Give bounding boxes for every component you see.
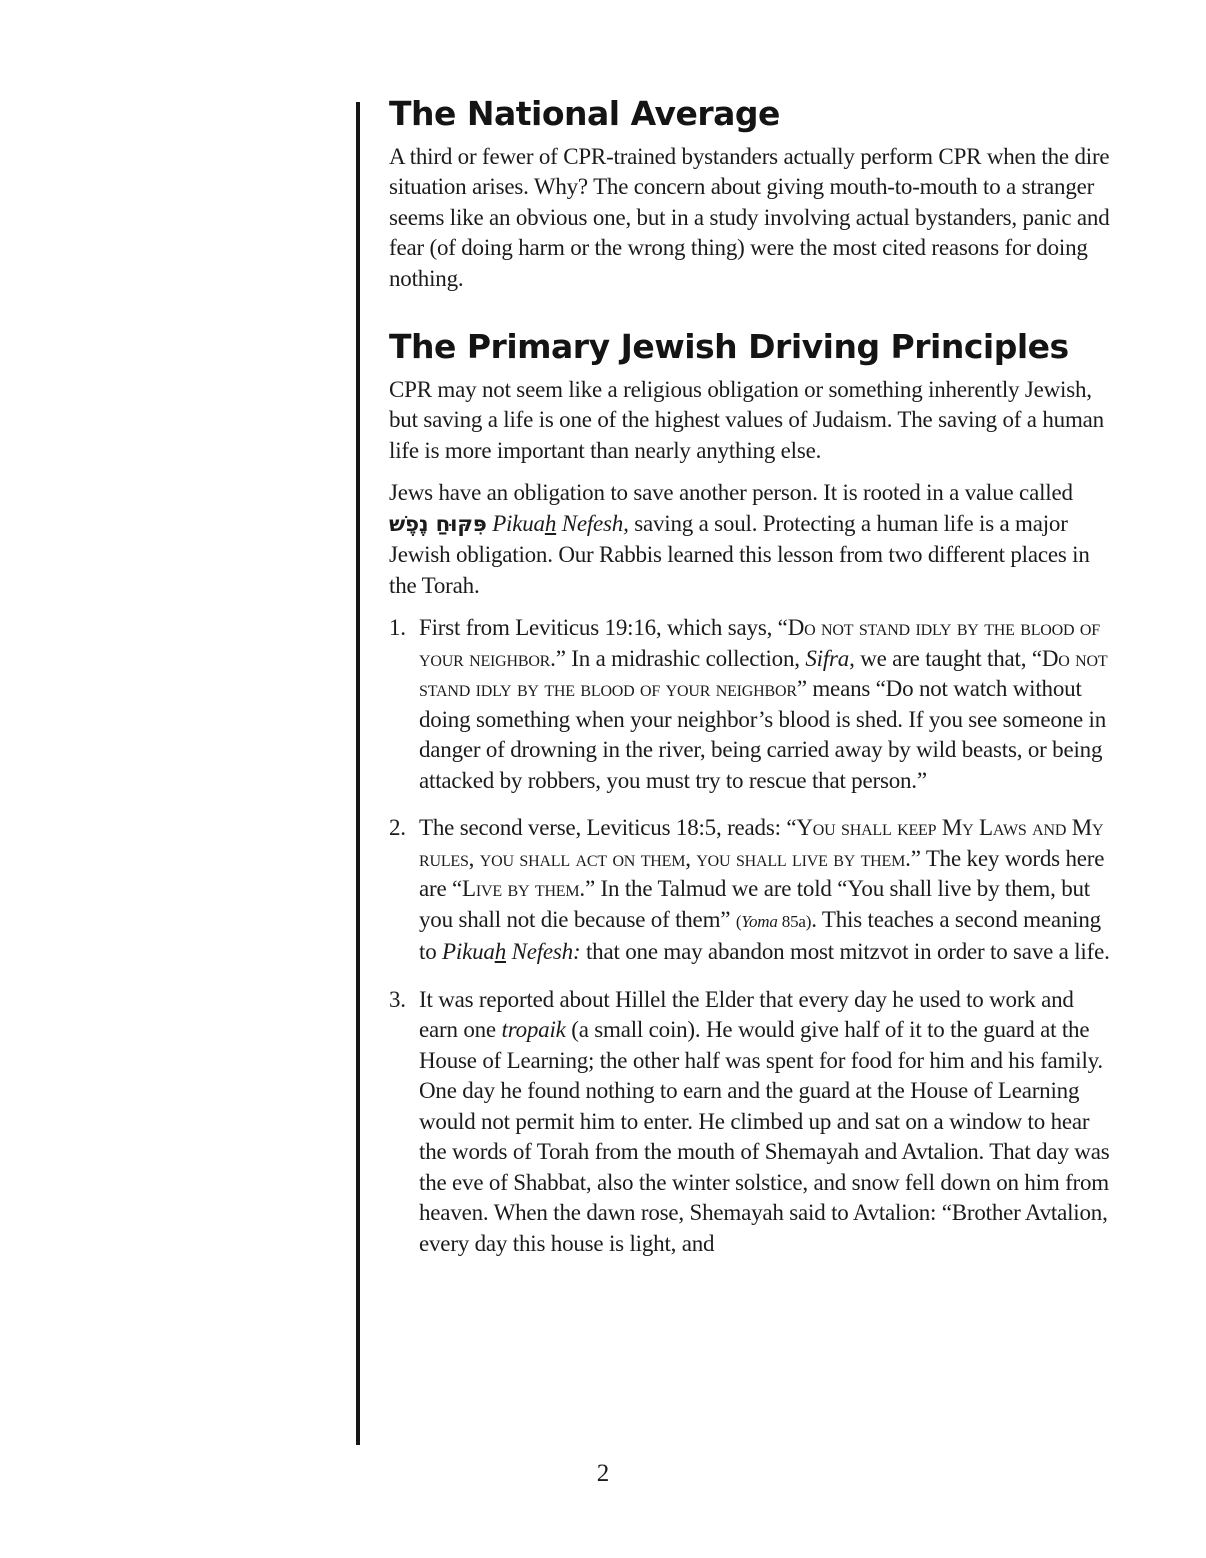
left-margin-rule <box>356 102 360 1445</box>
list-item-1-number: 1. <box>389 615 406 641</box>
list-item-2-text: The second verse, Leviticus 18:5, reads: “You shall keep My Laws and My rules, you shall act on them, you shall live by them.” The key words here are “Live by them.” In the Talmud we are told “You shall live by them, but you shall not die because of them” (Yoma 85a). This teaches a second meaning to Pikuah Nefesh: that one may abandon most mitzvot in order to save a life. <box>419 815 1110 965</box>
section-heading-jewish-driving-principles: The Primary Jewish Driving Principles <box>389 327 1069 367</box>
paragraph-pikuah-nefesh: Jews have an obligation to save another person. It is rooted in a value called פִּקּוּחַ נֶפֶשׁ Pikuah Nefesh, saving a soul. Protecting a human life is a major Jewish obligation. Our Rabbis learned this lesson from two different places in the Torah. <box>389 480 1090 598</box>
section-heading-national-average: The National Average <box>389 94 780 133</box>
paragraph-cpr-obligation: CPR may not seem like a religious obligation or something inherently Jewish, but saving a life is one of the highest values of Judaism. The saving of a human life is more important than nearly anything else. <box>389 376 1104 463</box>
numbered-list <box>389 613 1111 1259</box>
paragraph-national-average: A third or fewer of CPR-trained bystanders actually perform CPR when the dire situation arises. Why? The concern about giving mouth-to-mouth to a stranger seems like an obvious one, but in a study involving actual bystanders, panic and fear (of doing harm or the wrong thing) were the most cited reasons for doing nothing. <box>389 143 1110 291</box>
list-item-1 <box>389 613 1111 796</box>
page-number: 2 <box>596 1460 610 1487</box>
list-item-2 <box>389 813 1111 968</box>
list-item-2-number: 2. <box>389 815 406 841</box>
list-item-1-text: First from Leviticus 19:16, which says, “Do not stand idly by the blood of your neighbor.” In a midrashic collection, Sifra, we are taught that, “Do not stand idly by the blood of your neighbor” means “Do not watch without doing something when your neighbor’s blood is shed. If you see someone in danger of drowning in the river, being carried away by wild beasts, or being attacked by robbers, you must try to rescue that person.” <box>419 615 1108 793</box>
page-content <box>389 94 1111 1276</box>
list-item-3-text: It was reported about Hillel the Elder that every day he used to work and earn one tropaik (a small coin). He would give half of it to the guard at the House of Learning; the other half was spent for food for him and his family. One day he found nothing to earn and the guard at the House of Learning would not permit him to enter. He climbed up and sat on a window to hear the words of Torah from the mouth of Shemayah and Avtalion. That day was the eve of Shabbat, also the winter solstice, and snow fell down on him from heaven. When the dawn rose, Shemayah said to Avtalion: “Brother Avtalion, every day this house is light, and <box>419 986 1110 1256</box>
list-item-3-number: 3. <box>389 986 406 1012</box>
list-item-3 <box>389 985 1111 1260</box>
